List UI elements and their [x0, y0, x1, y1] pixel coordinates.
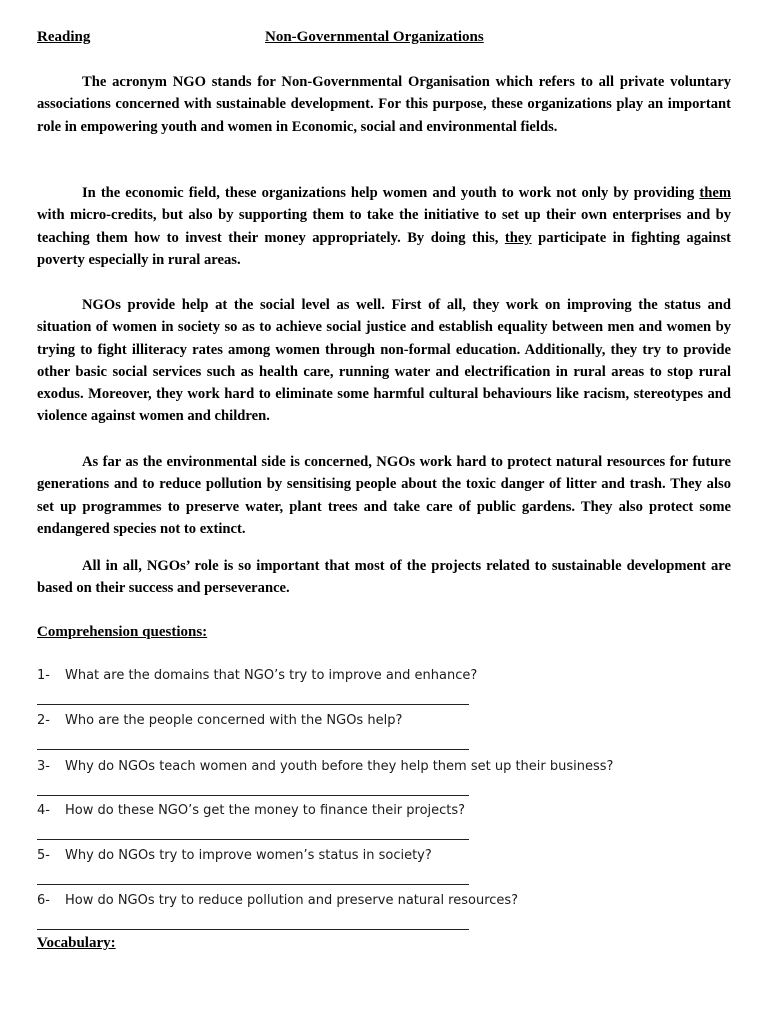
- section-label-reading: Reading: [37, 29, 91, 45]
- question-text: Why do NGOs try to improve women’s status in society?: [65, 848, 432, 863]
- paragraph-economic-text-a: In the economic field, these organizations help women and youth to work not only by providing: [82, 185, 700, 201]
- paragraph-environmental: As far as the environmental side is concerned, NGOs work hard to protect natural resources for future generations and to reduce pollution by sensitising people about the toxic danger of litter and trash. They also set up programmes to preserve water, plant trees and take care of public gardens. They also protect some endangered species not to extinct.: [37, 454, 731, 537]
- comprehension-title: Comprehension questions:: [37, 624, 208, 640]
- answer-line[interactable]: [37, 929, 469, 930]
- paragraph-economic-text-c: participate in fighting against poverty especially in rural areas.: [37, 229, 731, 268]
- question-number: 2-: [37, 713, 50, 728]
- question-item: [37, 713, 402, 728]
- question-item: [37, 893, 518, 908]
- answer-line[interactable]: [37, 884, 469, 885]
- paragraph-economic-text-b: with micro-credits, but also by supporting them to take the initiative to set up their own enterprises and by teaching them how to invest their money appropriately. By doing this,: [37, 207, 731, 246]
- answer-line[interactable]: [37, 749, 469, 750]
- question-number: 5-: [37, 848, 50, 863]
- paragraph-economic: [37, 182, 731, 271]
- question-text: Why do NGOs teach women and youth before they help them set up their business?: [65, 759, 614, 774]
- paragraph-intro: The acronym NGO stands for Non-Governmental Organisation which refers to all private voluntary associations concerned with sustainable development. For this purpose, these organizations play an important role in empowering youth and women in Economic, social and environmental fields.: [37, 74, 731, 135]
- question-item: [37, 848, 432, 863]
- question-text: How do these NGO’s get the money to finance their projects?: [65, 803, 466, 818]
- question-number: 6-: [37, 893, 50, 908]
- vocabulary-title: Vocabulary:: [37, 935, 116, 951]
- question-text: Who are the people concerned with the NGOs help?: [65, 713, 403, 728]
- question-item: [37, 759, 613, 774]
- question-text: What are the domains that NGO’s try to improve and enhance?: [65, 668, 478, 683]
- answer-line[interactable]: [37, 704, 469, 705]
- underlined-word-they: they: [504, 229, 532, 246]
- question-number: 4-: [37, 803, 50, 818]
- paragraph-conclusion: All in all, NGOs’ role is so important that most of the projects related to sustainable development are based on their success and perseverance.: [37, 558, 731, 597]
- answer-line[interactable]: [37, 795, 469, 796]
- question-item: [37, 803, 465, 818]
- question-number: 1-: [37, 668, 50, 683]
- question-number: 3-: [37, 759, 50, 774]
- answer-line[interactable]: [37, 839, 469, 840]
- underlined-word-them: them: [699, 185, 731, 201]
- paragraph-social: NGOs provide help at the social level as well. First of all, they work on improving the status and situation of women in society so as to achieve social justice and establish equality between men and women by trying to fight illiteracy rates among women through non-formal education. Additionally, they try to provide other basic social services such as health care, running water and electrification in rural areas to stop rural exodus. Moreover, they work hard to eliminate some harmful cultural behaviours like racism, stereotypes and violence against women and children.: [37, 297, 731, 425]
- question-text: How do NGOs try to reduce pollution and preserve natural resources?: [65, 893, 519, 908]
- page-title: Non-Governmental Organizations: [265, 29, 484, 45]
- question-item: [37, 668, 477, 683]
